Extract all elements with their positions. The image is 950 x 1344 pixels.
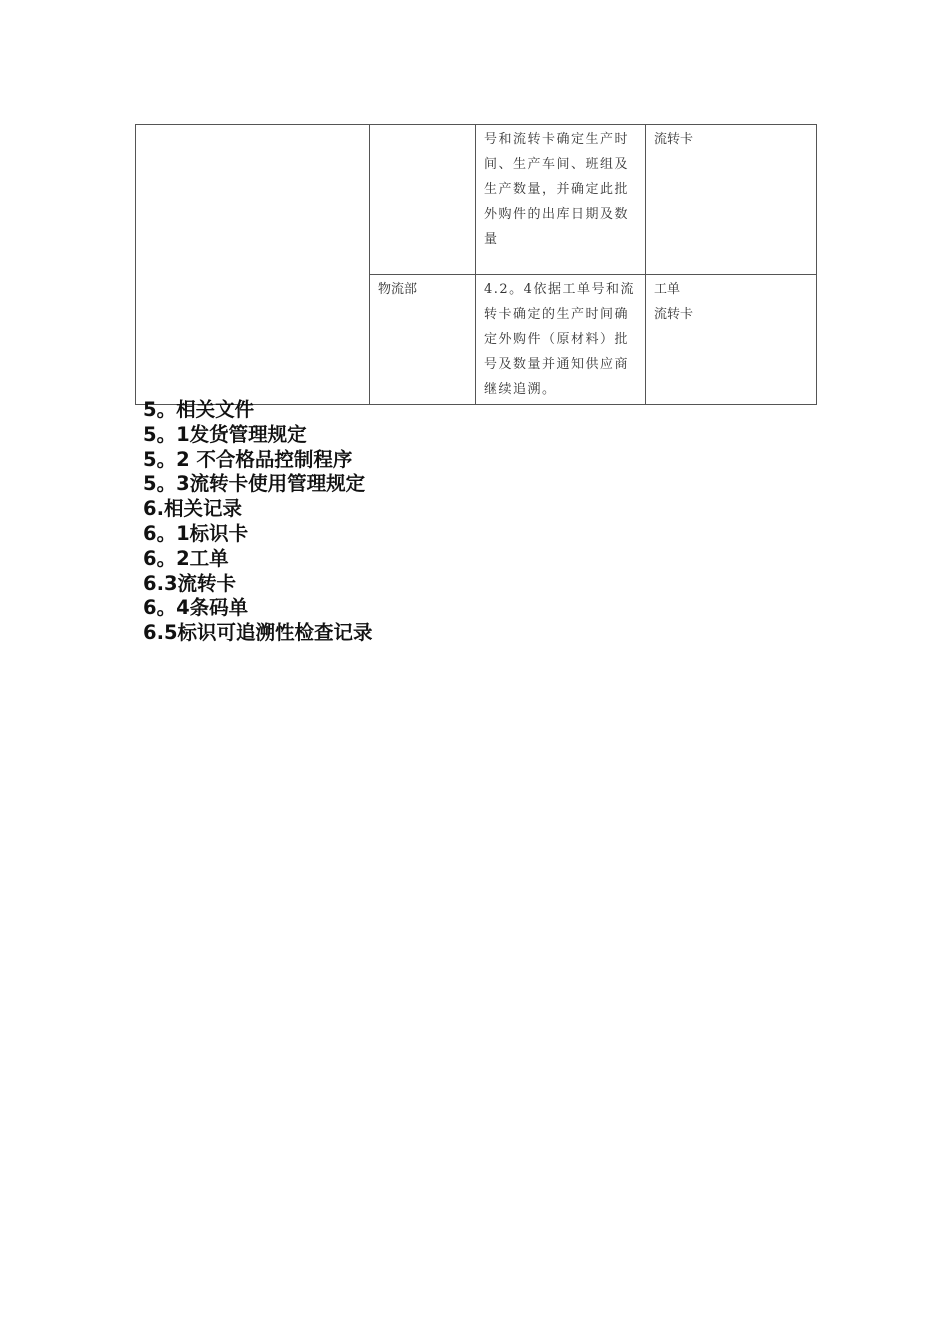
- merged-empty-cell: [136, 125, 370, 405]
- section-heading-related-documents: 5。相关文件: [143, 398, 255, 421]
- dept-cell: 物流部: [370, 275, 476, 405]
- step-cell: [476, 125, 646, 275]
- list-item: 6。1标识卡: [143, 521, 249, 545]
- step-line: 号和流转卡确定生产时: [484, 132, 630, 147]
- record-item: 流转卡: [654, 132, 694, 147]
- procedure-table: [135, 124, 817, 405]
- dept-cell: [370, 125, 476, 275]
- table-row: [136, 125, 817, 275]
- list-item: 6.3流转卡: [143, 571, 237, 595]
- list-item: 5。1发货管理规定: [143, 422, 307, 446]
- step-line: 号及数量并通知供应商: [484, 357, 630, 372]
- step-line: 生产数量，并确定此批: [484, 182, 630, 197]
- records-cell: [646, 275, 817, 405]
- records-cell: [646, 125, 817, 275]
- step-cell: [476, 275, 646, 405]
- list-item: 5。3流转卡使用管理规定: [143, 472, 366, 496]
- step-line: 继续追溯。: [484, 382, 557, 397]
- step-line: 量: [484, 232, 499, 247]
- section-list: [143, 398, 373, 646]
- step-line: 定外购件（原材料）批: [484, 332, 630, 347]
- record-item: 工单: [654, 282, 681, 297]
- list-item: 5。2 不合格品控制程序: [143, 447, 353, 471]
- step-line: 间、生产车间、班组及: [484, 157, 630, 172]
- section-heading-related-records: 6.相关记录: [143, 497, 242, 521]
- list-item: 6.5标识可追溯性检查记录: [143, 621, 373, 645]
- record-item: 流转卡: [654, 307, 694, 322]
- step-line: 外购件的出库日期及数: [484, 207, 630, 222]
- list-item: 6。2工单: [143, 546, 229, 570]
- step-line: 转卡确定的生产时间确: [484, 307, 630, 322]
- step-line: 4.2。4依据工单号和流: [484, 282, 635, 297]
- list-item: 6。4条码单: [143, 596, 249, 620]
